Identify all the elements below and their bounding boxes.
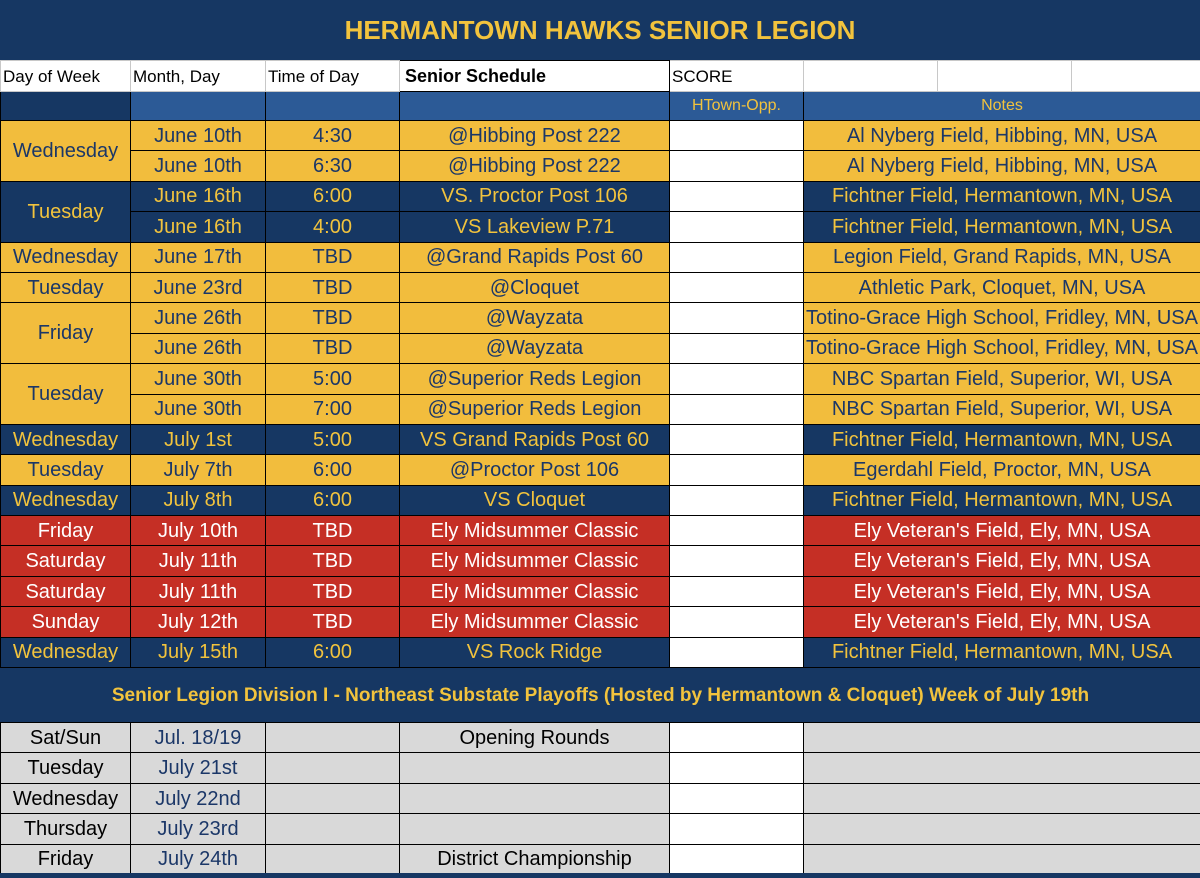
game-date: June 16th bbox=[131, 212, 266, 242]
playoff-event bbox=[400, 814, 670, 844]
score-cell[interactable] bbox=[670, 121, 804, 151]
game-date: July 7th bbox=[131, 455, 266, 485]
schedule-title: HERMANTOWN HAWKS SENIOR LEGION bbox=[0, 0, 1200, 61]
playoff-row bbox=[1, 753, 1200, 783]
playoff-notes bbox=[804, 814, 1200, 844]
game-time: 5:00 bbox=[266, 424, 400, 454]
subheader-empty-cell bbox=[400, 92, 670, 121]
playoff-day: Friday bbox=[1, 844, 131, 874]
game-day: Wednesday bbox=[1, 424, 131, 454]
game-opponent: VS Lakeview P.71 bbox=[400, 212, 670, 242]
score-cell[interactable] bbox=[670, 242, 804, 272]
playoff-score-cell[interactable] bbox=[670, 814, 804, 844]
playoff-time bbox=[266, 783, 400, 813]
game-day: Wednesday bbox=[1, 485, 131, 515]
game-notes: Al Nyberg Field, Hibbing, MN, USA bbox=[804, 121, 1200, 151]
game-notes: Fichtner Field, Hermantown, MN, USA bbox=[804, 212, 1200, 242]
game-day: Sunday bbox=[1, 607, 131, 637]
game-notes: Al Nyberg Field, Hibbing, MN, USA bbox=[804, 151, 1200, 181]
game-day: Tuesday bbox=[1, 364, 131, 425]
subheader-row bbox=[1, 92, 1200, 121]
game-time: 6:00 bbox=[266, 637, 400, 667]
playoff-event: District Championship bbox=[400, 844, 670, 874]
game-date: June 23rd bbox=[131, 272, 266, 302]
game-notes: Totino-Grace High School, Fridley, MN, USA bbox=[804, 333, 1200, 363]
score-cell[interactable] bbox=[670, 394, 804, 424]
header-row bbox=[1, 61, 1200, 92]
playoff-row bbox=[1, 844, 1200, 874]
game-opponent: @Grand Rapids Post 60 bbox=[400, 242, 670, 272]
game-day: Saturday bbox=[1, 576, 131, 606]
header-empty-cell bbox=[1072, 61, 1200, 92]
game-row bbox=[1, 212, 1200, 242]
game-time: TBD bbox=[266, 516, 400, 546]
game-opponent: VS Rock Ridge bbox=[400, 637, 670, 667]
game-date: June 17th bbox=[131, 242, 266, 272]
game-notes: Ely Veteran's Field, Ely, MN, USA bbox=[804, 516, 1200, 546]
game-row bbox=[1, 394, 1200, 424]
game-notes: Ely Veteran's Field, Ely, MN, USA bbox=[804, 607, 1200, 637]
game-time: TBD bbox=[266, 303, 400, 333]
playoff-score-cell[interactable] bbox=[670, 753, 804, 783]
game-row bbox=[1, 272, 1200, 302]
game-row bbox=[1, 424, 1200, 454]
playoff-notes bbox=[804, 753, 1200, 783]
game-row bbox=[1, 516, 1200, 546]
playoff-date: July 21st bbox=[131, 753, 266, 783]
game-notes: NBC Spartan Field, Superior, WI, USA bbox=[804, 364, 1200, 394]
game-row bbox=[1, 455, 1200, 485]
score-cell[interactable] bbox=[670, 546, 804, 576]
game-notes: Fichtner Field, Hermantown, MN, USA bbox=[804, 485, 1200, 515]
playoff-score-cell[interactable] bbox=[670, 783, 804, 813]
game-notes: Fichtner Field, Hermantown, MN, USA bbox=[804, 181, 1200, 211]
score-cell[interactable] bbox=[670, 516, 804, 546]
game-date: July 1st bbox=[131, 424, 266, 454]
game-date: June 30th bbox=[131, 364, 266, 394]
score-cell[interactable] bbox=[670, 181, 804, 211]
playoff-time bbox=[266, 814, 400, 844]
playoff-date: July 22nd bbox=[131, 783, 266, 813]
playoff-event bbox=[400, 753, 670, 783]
game-opponent: @Proctor Post 106 bbox=[400, 455, 670, 485]
game-date: July 10th bbox=[131, 516, 266, 546]
score-cell[interactable] bbox=[670, 576, 804, 606]
game-time: 4:00 bbox=[266, 212, 400, 242]
game-opponent: Ely Midsummer Classic bbox=[400, 516, 670, 546]
game-opponent: VS Cloquet bbox=[400, 485, 670, 515]
game-time: TBD bbox=[266, 546, 400, 576]
score-cell[interactable] bbox=[670, 212, 804, 242]
playoff-score-cell[interactable] bbox=[670, 723, 804, 753]
bottom-strip bbox=[0, 873, 1200, 878]
game-opponent: Ely Midsummer Classic bbox=[400, 576, 670, 606]
score-cell[interactable] bbox=[670, 151, 804, 181]
game-opponent: @Wayzata bbox=[400, 303, 670, 333]
score-cell[interactable] bbox=[670, 607, 804, 637]
game-time: 5:00 bbox=[266, 364, 400, 394]
playoff-time bbox=[266, 844, 400, 874]
playoff-date: Jul. 18/19 bbox=[131, 723, 266, 753]
game-row bbox=[1, 121, 1200, 151]
subheader-htown-opp: HTown-Opp. bbox=[670, 92, 804, 121]
header-time-of-day: Time of Day bbox=[266, 61, 400, 92]
game-notes: Fichtner Field, Hermantown, MN, USA bbox=[804, 637, 1200, 667]
score-cell[interactable] bbox=[670, 637, 804, 667]
game-notes: Ely Veteran's Field, Ely, MN, USA bbox=[804, 546, 1200, 576]
game-row bbox=[1, 607, 1200, 637]
game-day: Wednesday bbox=[1, 121, 131, 182]
score-cell[interactable] bbox=[670, 364, 804, 394]
playoff-row bbox=[1, 723, 1200, 753]
subheader-notes: Notes bbox=[804, 92, 1200, 121]
game-time: 6:00 bbox=[266, 181, 400, 211]
game-notes: NBC Spartan Field, Superior, WI, USA bbox=[804, 394, 1200, 424]
score-cell[interactable] bbox=[670, 455, 804, 485]
game-row bbox=[1, 242, 1200, 272]
game-notes: Egerdahl Field, Proctor, MN, USA bbox=[804, 455, 1200, 485]
header-senior-schedule: Senior Schedule bbox=[400, 61, 670, 92]
game-day: Wednesday bbox=[1, 637, 131, 667]
game-row bbox=[1, 546, 1200, 576]
playoff-time bbox=[266, 753, 400, 783]
game-notes: Athletic Park, Cloquet, MN, USA bbox=[804, 272, 1200, 302]
playoff-event bbox=[400, 783, 670, 813]
game-row bbox=[1, 151, 1200, 181]
subheader-empty-cell bbox=[1, 92, 131, 121]
game-notes: Legion Field, Grand Rapids, MN, USA bbox=[804, 242, 1200, 272]
game-day: Saturday bbox=[1, 546, 131, 576]
game-time: 6:00 bbox=[266, 485, 400, 515]
game-row bbox=[1, 637, 1200, 667]
game-opponent: VS Grand Rapids Post 60 bbox=[400, 424, 670, 454]
game-opponent: Ely Midsummer Classic bbox=[400, 607, 670, 637]
playoff-event: Opening Rounds bbox=[400, 723, 670, 753]
game-row bbox=[1, 576, 1200, 606]
game-date: June 10th bbox=[131, 151, 266, 181]
game-row bbox=[1, 333, 1200, 363]
game-day: Friday bbox=[1, 516, 131, 546]
playoff-row bbox=[1, 814, 1200, 844]
game-opponent: @Wayzata bbox=[400, 333, 670, 363]
game-opponent: VS. Proctor Post 106 bbox=[400, 181, 670, 211]
game-time: 6:00 bbox=[266, 455, 400, 485]
game-opponent: @Superior Reds Legion bbox=[400, 364, 670, 394]
header-empty-cell bbox=[804, 61, 938, 92]
game-time: 7:00 bbox=[266, 394, 400, 424]
game-notes: Totino-Grace High School, Fridley, MN, USA bbox=[804, 303, 1200, 333]
game-opponent: @Cloquet bbox=[400, 272, 670, 302]
subheader-empty-cell bbox=[131, 92, 266, 121]
game-date: July 11th bbox=[131, 546, 266, 576]
score-cell[interactable] bbox=[670, 485, 804, 515]
game-notes: Ely Veteran's Field, Ely, MN, USA bbox=[804, 576, 1200, 606]
score-cell[interactable] bbox=[670, 303, 804, 333]
game-time: TBD bbox=[266, 272, 400, 302]
game-row bbox=[1, 181, 1200, 211]
game-date: July 15th bbox=[131, 637, 266, 667]
playoff-date: July 24th bbox=[131, 844, 266, 874]
playoff-row bbox=[1, 783, 1200, 813]
game-time: 6:30 bbox=[266, 151, 400, 181]
playoff-time bbox=[266, 723, 400, 753]
game-date: June 26th bbox=[131, 303, 266, 333]
game-day: Tuesday bbox=[1, 181, 131, 242]
game-opponent: @Hibbing Post 222 bbox=[400, 151, 670, 181]
game-time: TBD bbox=[266, 242, 400, 272]
playoff-day: Wednesday bbox=[1, 783, 131, 813]
game-time: TBD bbox=[266, 607, 400, 637]
game-time: TBD bbox=[266, 333, 400, 363]
header-day-of-week: Day of Week bbox=[1, 61, 131, 92]
playoff-score-cell[interactable] bbox=[670, 844, 804, 874]
playoff-notes bbox=[804, 723, 1200, 753]
game-time: 4:30 bbox=[266, 121, 400, 151]
game-date: June 16th bbox=[131, 181, 266, 211]
game-date: June 30th bbox=[131, 394, 266, 424]
playoffs-banner-row bbox=[1, 668, 1200, 723]
game-date: July 12th bbox=[131, 607, 266, 637]
game-opponent: @Superior Reds Legion bbox=[400, 394, 670, 424]
game-date: July 8th bbox=[131, 485, 266, 515]
playoff-day: Tuesday bbox=[1, 753, 131, 783]
game-notes: Fichtner Field, Hermantown, MN, USA bbox=[804, 424, 1200, 454]
game-day: Tuesday bbox=[1, 455, 131, 485]
subheader-empty-cell bbox=[266, 92, 400, 121]
header-score: SCORE bbox=[670, 61, 804, 92]
playoff-notes bbox=[804, 844, 1200, 874]
game-day: Wednesday bbox=[1, 242, 131, 272]
score-cell[interactable] bbox=[670, 333, 804, 363]
game-date: July 11th bbox=[131, 576, 266, 606]
playoff-notes bbox=[804, 783, 1200, 813]
playoff-day: Thursday bbox=[1, 814, 131, 844]
game-row bbox=[1, 303, 1200, 333]
game-row bbox=[1, 364, 1200, 394]
game-time: TBD bbox=[266, 576, 400, 606]
playoffs-banner: Senior Legion Division I - Northeast Substate Playoffs (Hosted by Hermantown & Cloquet) Week of July 19th bbox=[1, 668, 1200, 723]
game-date: June 10th bbox=[131, 121, 266, 151]
game-day: Friday bbox=[1, 303, 131, 364]
playoff-day: Sat/Sun bbox=[1, 723, 131, 753]
game-opponent: @Hibbing Post 222 bbox=[400, 121, 670, 151]
game-row bbox=[1, 485, 1200, 515]
playoff-date: July 23rd bbox=[131, 814, 266, 844]
game-date: June 26th bbox=[131, 333, 266, 363]
header-month-day: Month, Day bbox=[131, 61, 266, 92]
score-cell[interactable] bbox=[670, 272, 804, 302]
game-opponent: Ely Midsummer Classic bbox=[400, 546, 670, 576]
game-day: Tuesday bbox=[1, 272, 131, 302]
header-empty-cell bbox=[938, 61, 1072, 92]
score-cell[interactable] bbox=[670, 424, 804, 454]
schedule-table bbox=[0, 60, 1200, 875]
